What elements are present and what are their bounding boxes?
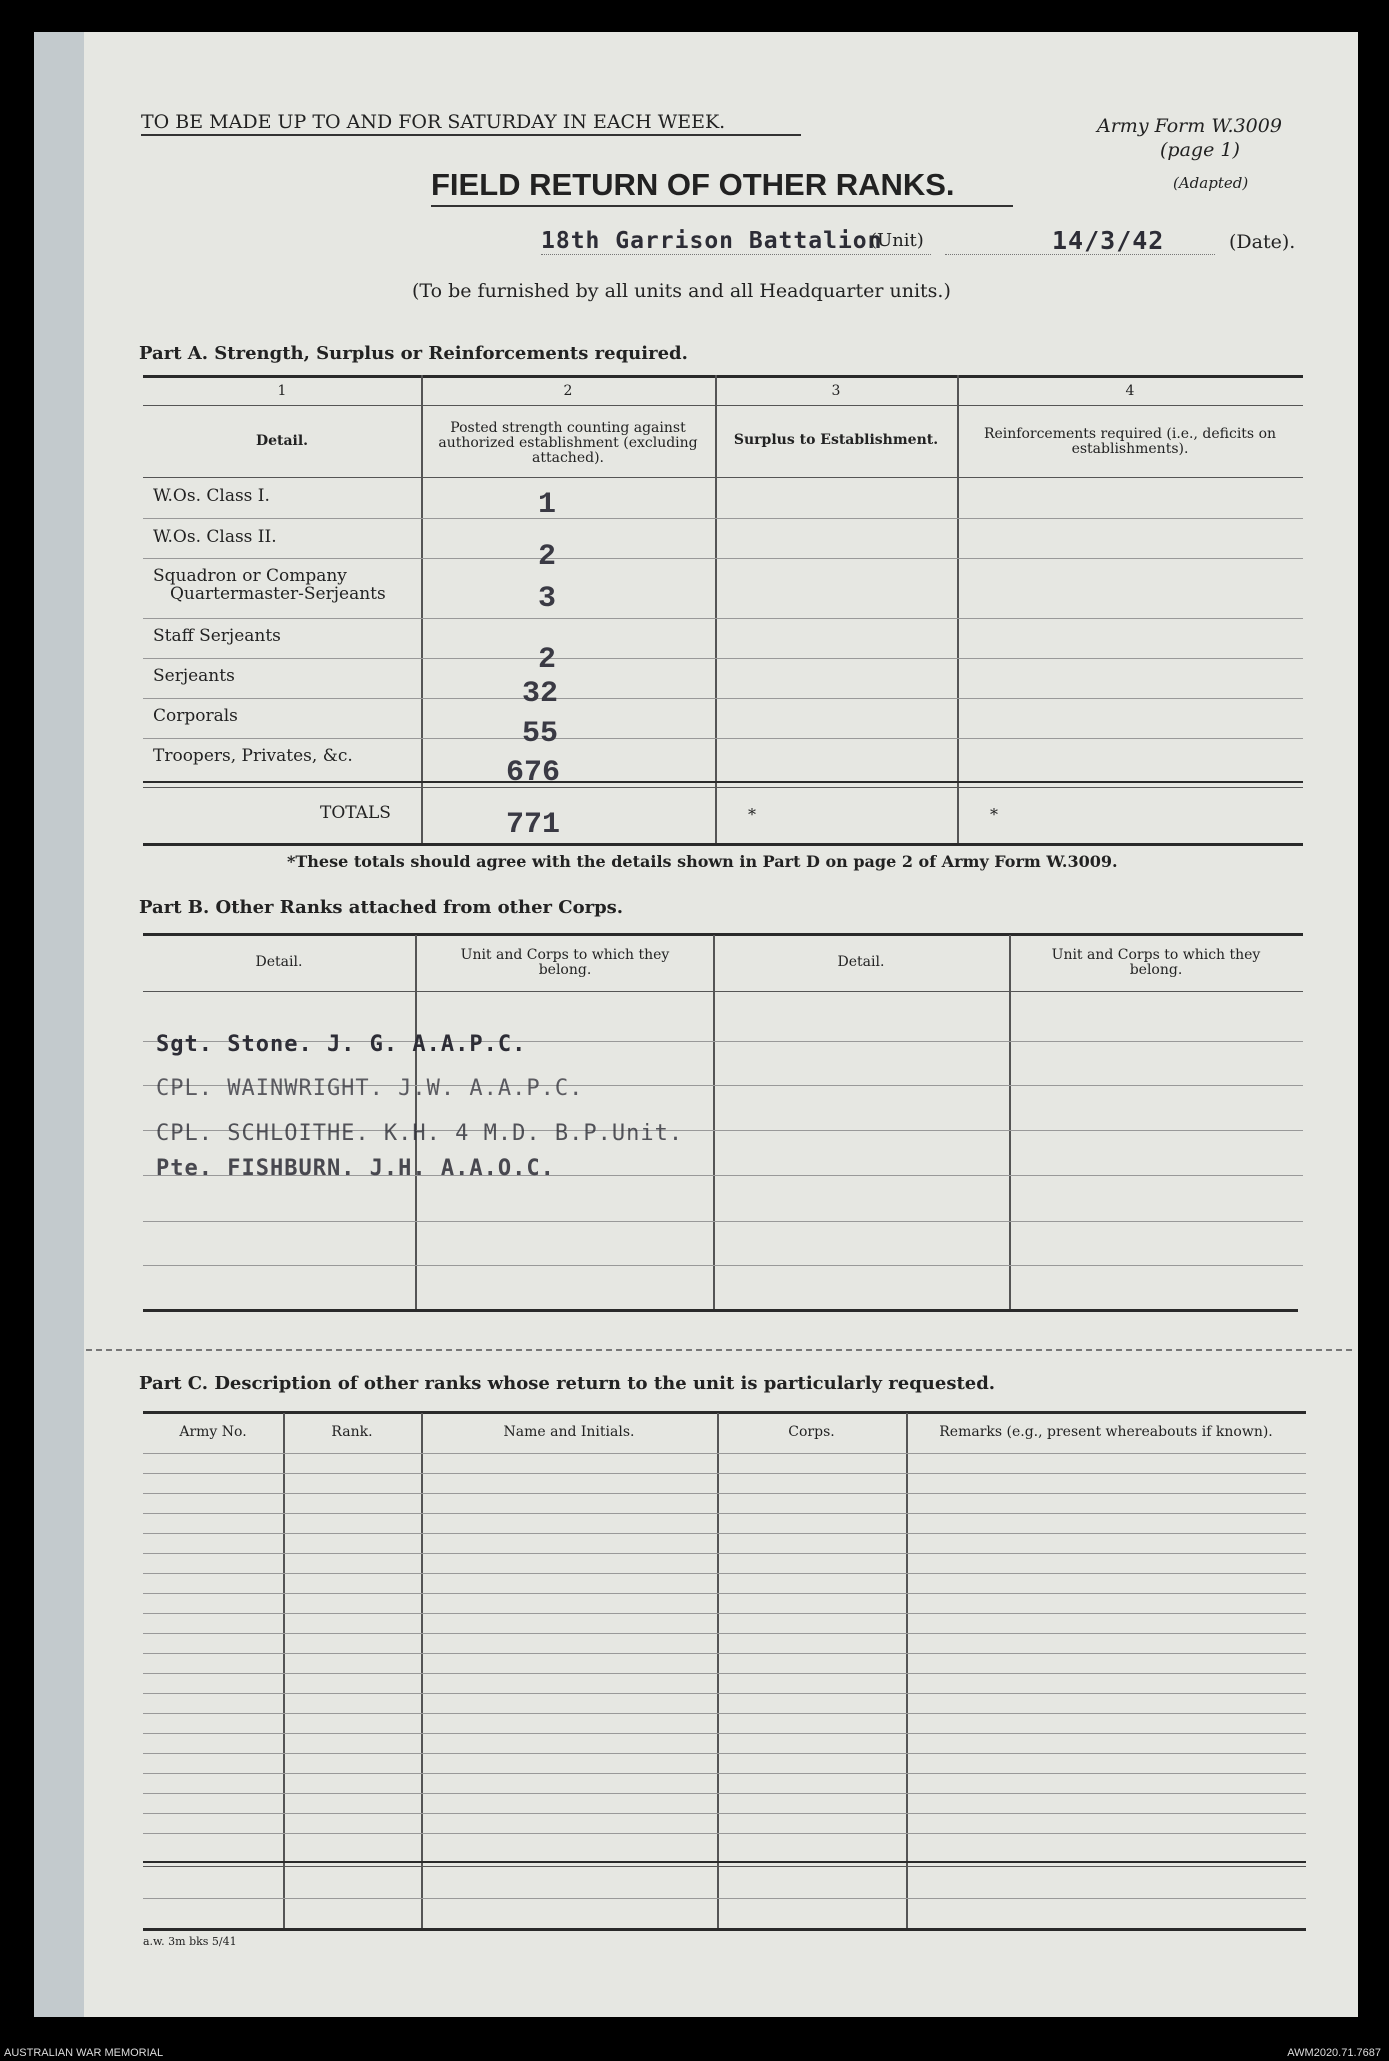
row-detail-corporals: Corporals	[153, 706, 238, 726]
form-adapted: (Adapted)	[1173, 174, 1249, 192]
part-c-vline-2	[421, 1413, 423, 1929]
row-rule	[143, 1633, 1306, 1634]
part-c-vline-4	[906, 1413, 908, 1929]
row-rule	[143, 1773, 1306, 1774]
row-rule	[143, 1473, 1306, 1474]
instruction-text: TO BE MADE UP TO AND FOR SATURDAY IN EACH WEEK.	[141, 111, 726, 133]
date-dotted-line	[945, 254, 1215, 255]
row-strength-serjeants: 32	[522, 677, 559, 711]
part-c-heading: Part C. Description of other ranks whose return to the unit is particularly requested.	[139, 1373, 996, 1394]
row-detail-cqms-2: Quartermaster-Serjeants	[170, 584, 386, 604]
part-b-bottom-rule	[143, 1309, 1298, 1312]
row-rule-double	[143, 787, 1303, 788]
row-detail-troopers: Troopers, Privates, &c.	[153, 746, 353, 766]
part-b-top-rule	[143, 933, 1303, 936]
part-c-vline-1	[283, 1413, 285, 1929]
row-strength-staff-serjeants: 2	[538, 643, 557, 677]
row-rule	[143, 1753, 1306, 1754]
row-rule	[143, 1513, 1306, 1514]
row-strength-cqms: 3	[538, 582, 557, 616]
row-detail-serjeants: Serjeants	[153, 666, 235, 686]
part-c-top-rule	[143, 1411, 1306, 1414]
part-b-header-detail-1: Detail.	[255, 954, 303, 970]
row-rule	[143, 1593, 1306, 1594]
row-rule	[143, 1493, 1306, 1494]
row-rule	[143, 1673, 1306, 1674]
unit-label: (Unit)	[870, 230, 924, 251]
totals-label: TOTALS	[320, 803, 391, 823]
print-code: a.w. 3m bks 5/41	[143, 1935, 237, 1948]
part-b-header-rule	[143, 991, 1303, 992]
row-rule-double	[143, 781, 1303, 783]
cut-line	[86, 1349, 1352, 1351]
furnish-note: (To be furnished by all units and all Headquarter units.)	[412, 280, 951, 302]
col-header-posted-strength: Posted strength counting against authorized establishment (excluding attached).	[438, 420, 698, 466]
row-rule	[143, 1265, 1303, 1266]
row-strength-wo2: 2	[538, 540, 557, 574]
form-ref: Army Form W.3009	[1097, 115, 1282, 137]
row-rule	[143, 738, 1303, 739]
part-c-vline-3	[717, 1413, 719, 1929]
totals-value: 771	[506, 808, 561, 842]
totals-asterisk-surplus: *	[748, 805, 756, 824]
part-c-header-remarks: Remarks (e.g., present whereabouts if known).	[939, 1424, 1273, 1440]
row-rule	[143, 1733, 1306, 1734]
col-header-detail: Detail.	[255, 433, 309, 449]
col-number-3: 3	[831, 383, 841, 399]
row-detail-cqms: Squadron or Company	[153, 566, 347, 586]
row-strength-corporals: 55	[522, 717, 559, 751]
date-label: (Date).	[1229, 231, 1296, 253]
part-a-vline-3	[957, 375, 959, 843]
form-paper	[34, 32, 1358, 2017]
row-rule	[143, 1833, 1306, 1834]
part-a-heading: Part A. Strength, Surplus or Reinforcements required.	[139, 343, 688, 364]
row-rule	[143, 1653, 1306, 1654]
part-b-entry-3: CPL. SCHLOITHE. K.H. 4 M.D. B.P.Unit.	[156, 1121, 684, 1146]
unit-value: 18th Garrison Battalion	[541, 228, 883, 254]
part-a-bottom-rule	[143, 843, 1303, 846]
part-c-header-corps: Corps.	[788, 1424, 835, 1440]
part-c-header-army-no: Army No.	[179, 1424, 247, 1440]
row-rule	[143, 518, 1303, 519]
row-rule	[143, 1453, 1306, 1454]
part-c-header-name: Name and Initials.	[503, 1424, 635, 1440]
row-rule	[143, 1533, 1306, 1534]
row-strength-troopers: 676	[506, 756, 561, 790]
col-number-2: 2	[563, 383, 573, 399]
instruction-underline	[141, 134, 801, 136]
row-rule	[143, 618, 1303, 619]
part-c-bottom-rule	[143, 1928, 1306, 1931]
form-page: (page 1)	[1160, 139, 1240, 161]
date-value: 14/3/42	[1052, 226, 1165, 255]
part-a-header-rule	[143, 477, 1303, 478]
part-b-entry-1: Sgt. Stone. J. G. A.A.P.C.	[156, 1032, 527, 1057]
paper-margin-strip	[34, 32, 84, 2017]
totals-asterisk-reinforcements: *	[990, 805, 998, 824]
part-b-header-unit-corps-2: Unit and Corps to which they belong.	[1051, 947, 1261, 978]
row-rule	[143, 1573, 1306, 1574]
row-rule	[143, 1793, 1306, 1794]
part-b-header-unit-corps-1: Unit and Corps to which they belong.	[460, 947, 670, 978]
col-header-reinforcements: Reinforcements required (i.e., deficits on establishments).	[983, 426, 1277, 457]
row-rule	[143, 658, 1303, 659]
part-a-number-rule	[143, 405, 1303, 406]
part-c-double-rule-2	[143, 1866, 1306, 1867]
part-c-header-rank: Rank.	[331, 1424, 373, 1440]
part-a-vline-1	[421, 375, 423, 843]
row-rule	[143, 1613, 1306, 1614]
unit-dotted-line	[541, 254, 931, 255]
part-b-heading: Part B. Other Ranks attached from other Corps.	[139, 897, 624, 918]
row-rule	[143, 1693, 1306, 1694]
part-b-header-detail-2: Detail.	[837, 954, 885, 970]
row-detail-staff-serjeants: Staff Serjeants	[153, 626, 281, 646]
row-rule	[143, 1898, 1306, 1899]
part-b-entry-4: Pte. FISHBURN. J.H. A.A.O.C.	[156, 1156, 555, 1181]
row-rule	[143, 558, 1303, 559]
row-rule	[143, 698, 1303, 699]
row-rule	[143, 1713, 1306, 1714]
row-detail-wo1: W.Os. Class I.	[153, 486, 270, 506]
row-rule	[143, 1553, 1306, 1554]
row-detail-wo2: W.Os. Class II.	[153, 527, 277, 547]
part-a-footnote: *These totals should agree with the details shown in Part D on page 2 of Army Form W.3009.	[287, 852, 1118, 871]
row-rule	[143, 1813, 1306, 1814]
col-number-1: 1	[277, 383, 287, 399]
page-title: FIELD RETURN OF OTHER RANKS.	[431, 167, 955, 202]
title-underline	[431, 205, 1013, 207]
row-strength-wo1: 1	[538, 488, 557, 522]
part-b-entry-2: CPL. WAINWRIGHT. J.W. A.A.P.C.	[156, 1076, 584, 1101]
row-rule	[143, 1221, 1303, 1222]
part-c-double-rule	[143, 1861, 1306, 1863]
footer-left: AUSTRALIAN WAR MEMORIAL	[4, 2047, 164, 2059]
footer-right: AWM2020.71.7687	[1287, 2047, 1381, 2059]
col-number-4: 4	[1125, 383, 1135, 399]
col-header-surplus: Surplus to Establishment.	[733, 432, 939, 448]
part-a-top-rule	[143, 375, 1303, 378]
